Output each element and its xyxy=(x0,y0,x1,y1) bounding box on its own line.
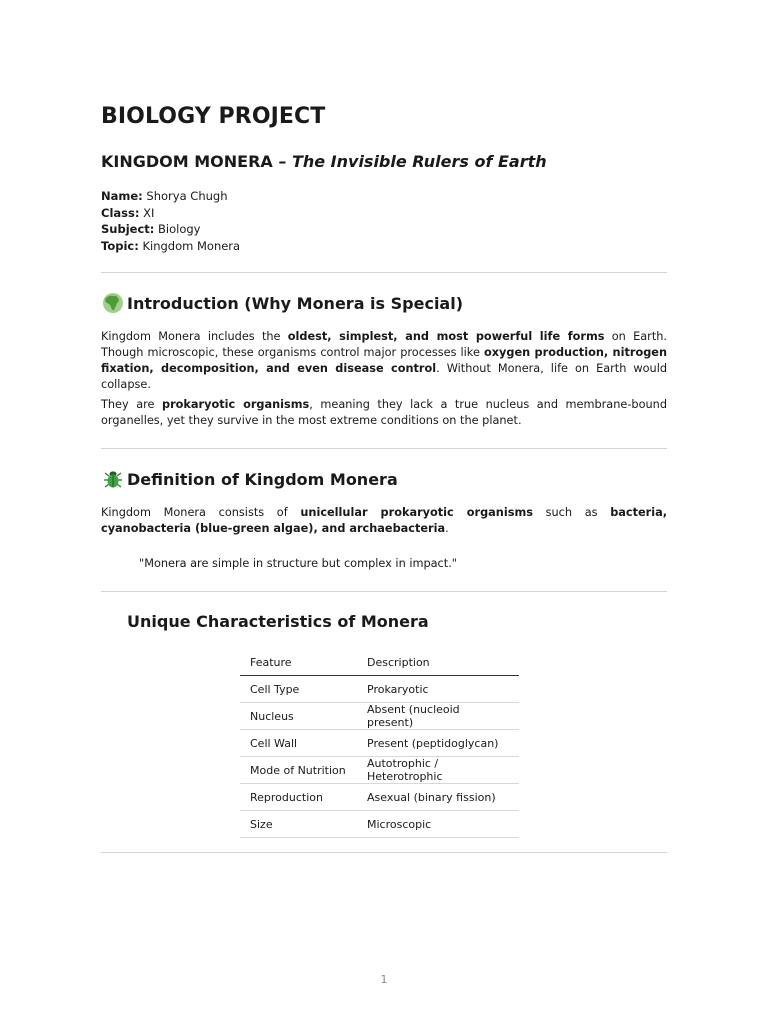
text-run-bold: oldest, simplest, and most powerful life forms xyxy=(287,330,605,343)
column-header: Feature xyxy=(240,649,357,676)
divider xyxy=(101,448,667,449)
text-run: . Without Monera, life on Earth would collapse. xyxy=(101,362,668,391)
text-run: . xyxy=(445,522,449,535)
characteristics-table xyxy=(240,649,519,838)
table-cell: Absent (nucleoid present) xyxy=(357,703,519,730)
definition-quote: "Monera are simple in structure but complex in impact." xyxy=(139,557,457,570)
subtitle-italic: The Invisible Rulers of Earth xyxy=(291,152,547,171)
meta-value: Shorya Chugh xyxy=(142,189,228,203)
meta-value: Kingdom Monera xyxy=(138,238,241,253)
text-run-bold: bacteria, cyanobacteria (blue-green algae), and archaebacteria xyxy=(101,506,668,535)
meta-row-name xyxy=(101,188,240,205)
definition-paragraph xyxy=(101,505,667,537)
meta-value: Biology xyxy=(154,222,201,236)
table-row xyxy=(240,676,519,703)
text-run: on Earth. Though microscopic, these organisms control major processes like xyxy=(101,330,668,359)
earth-africa-icon xyxy=(101,291,125,315)
table-row xyxy=(240,757,519,784)
table-cell: Size xyxy=(240,811,357,838)
meta-label: Class: xyxy=(101,205,140,220)
divider xyxy=(101,272,667,273)
text-run: such as xyxy=(532,506,611,519)
meta-row-class xyxy=(101,205,240,222)
text-run: They are xyxy=(101,398,162,411)
meta-row-subject xyxy=(101,221,240,238)
section-heading-introduction xyxy=(101,291,463,315)
table-cell: Cell Wall xyxy=(240,730,357,757)
section-heading-text: Definition of Kingdom Monera xyxy=(127,469,398,489)
meta-label: Name: xyxy=(101,189,143,203)
subtitle-main: KINGDOM MONERA – xyxy=(101,152,292,171)
text-run-bold: prokaryotic organisms xyxy=(162,398,310,411)
divider xyxy=(101,591,667,592)
table-cell: Cell Type xyxy=(240,676,357,703)
meta-label: Topic: xyxy=(101,238,139,253)
table-header-row xyxy=(240,649,519,676)
divider xyxy=(101,852,667,853)
document-subtitle xyxy=(101,152,547,171)
student-details xyxy=(101,188,240,254)
page-number: 1 xyxy=(380,973,388,986)
table-cell: Autotrophic / Heterotrophic xyxy=(357,757,519,784)
table-cell: Nucleus xyxy=(240,703,357,730)
intro-paragraph-1 xyxy=(101,329,667,393)
meta-row-topic xyxy=(101,238,240,255)
text-run: , meaning they lack a true nucleus and membrane-bound organelles, yet they survive in the most extreme conditions on the planet. xyxy=(101,398,667,427)
text-run-bold: unicellular prokaryotic organisms xyxy=(300,506,533,519)
table-row xyxy=(240,811,519,838)
text-run-bold: oxygen production, nitrogen fixation, decomposition, and even disease control xyxy=(101,346,667,375)
table-cell: Mode of Nutrition xyxy=(240,757,357,784)
table-row xyxy=(240,703,519,730)
table-row xyxy=(240,784,519,811)
meta-label: Subject: xyxy=(101,222,155,236)
column-header: Description xyxy=(357,649,519,676)
text-run: Kingdom Monera includes the xyxy=(101,330,288,343)
table-row xyxy=(240,730,519,757)
table-cell: Present (peptidoglycan) xyxy=(357,730,519,757)
meta-value: XI xyxy=(139,205,155,220)
intro-paragraph-2 xyxy=(101,397,667,429)
section-heading-text: Introduction (Why Monera is Special) xyxy=(127,293,464,313)
table-cell: Prokaryotic xyxy=(357,676,519,703)
table-cell: Asexual (binary fission) xyxy=(357,784,519,811)
section-heading-definition xyxy=(101,467,398,491)
table-cell: Microscopic xyxy=(357,811,519,838)
beetle-icon xyxy=(101,467,125,491)
text-run: Kingdom Monera consists of xyxy=(101,506,301,519)
table-cell: Reproduction xyxy=(240,784,357,811)
section-heading-characteristics: Unique Characteristics of Monera xyxy=(127,612,429,631)
document-title: BIOLOGY PROJECT xyxy=(101,104,326,129)
